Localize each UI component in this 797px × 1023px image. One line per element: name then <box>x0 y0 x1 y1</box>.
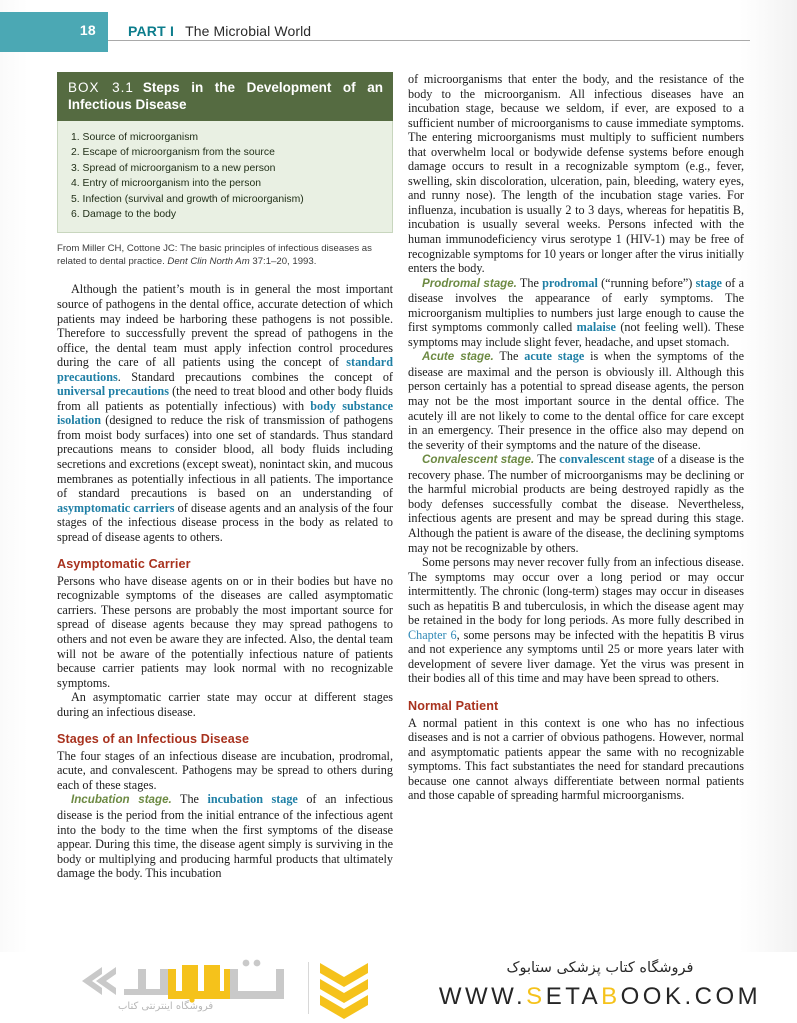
list-item: 6. Damage to the body <box>71 209 177 221</box>
list-item: 4. Entry of microorganism into the person <box>71 178 262 190</box>
list-item: 2. Escape of microorganism from the source <box>71 147 275 159</box>
text-run: , some persons may be infected with the hepatitis B virus and not experience any symptoms until 25 or more years later with development of severe liver damage. Yet the virus was present in their bodies all of this time and may have been spread to others. <box>408 627 744 686</box>
text-run: (“running before”) <box>597 275 696 290</box>
text-run: of disease agents and an analysis of the four stages of the infectious disease process in the body as related to spread of disease agents to others. <box>57 500 393 544</box>
url-part: ETA <box>545 983 602 1010</box>
term-acute-stage: acute stage <box>524 349 585 364</box>
setabook-logo-mark <box>68 959 298 1003</box>
paragraph <box>57 792 393 880</box>
term-asymptomatic-carriers: asymptomatic carriers <box>57 500 175 515</box>
section-heading-normal-patient: Normal Patient <box>408 698 499 713</box>
section-heading-asymptomatic-carrier: Asymptomatic Carrier <box>57 557 191 572</box>
right-column <box>408 72 744 803</box>
footer-watermark-banner <box>0 952 797 1023</box>
text-run: Some persons may never recover fully from an infectious disease. The symptoms may occur over a long period or may occur intermittently. The chronic (long-term) stages may occur in diseases such as hepatitis B and tuberculosis, in which the disease agent may be retained in the body for long periods. As more fully described in <box>408 555 744 628</box>
url-part: WWW. <box>438 983 527 1010</box>
url-highlight: S <box>526 983 546 1010</box>
paragraph: The four stages of an infectious disease are incubation, prodromal, acute, and convalescent. Pathogens may be spread to others during each of these stages. <box>57 748 393 792</box>
text-run: The <box>171 792 208 807</box>
text-run: . Standard precautions combines the concept of <box>117 369 393 384</box>
url-highlight: B <box>601 983 621 1010</box>
box-label: BOX 3.1 <box>68 80 134 95</box>
run-in-head-convalescent-stage: Convalescent stage. <box>422 453 535 467</box>
part-title: The Microbial World <box>185 23 312 39</box>
logo-divider <box>308 962 309 1014</box>
footer-tagline: فروشگاه کتاب پزشکی ستابوک <box>506 960 694 976</box>
term-malaise: malaise <box>576 320 616 335</box>
page-number-tab <box>0 12 108 52</box>
running-head <box>0 12 797 52</box>
footer-brand-text <box>430 957 770 1011</box>
paragraph: Persons who have disease agents on or in their bodies but have no recognizable symptoms of the diseases are called asymptomatic carriers. These persons are probably the most important source for spread of disease agents because they may spread pathogens to others and not even be aware they are infected. Also, the dental team will not be aware of the potentially infectious nature of patients because carrier patients may look normal with no recognizable symptoms. <box>57 573 393 690</box>
paragraph <box>408 276 744 350</box>
term-universal-precautions: universal precautions <box>57 384 169 399</box>
text-run: of an infectious disease is the period from the initial entrance of the infectious agent into the body to the time when the first symptoms of the disease appear. During this time, the disease agent simply is surviving in the body or multiplying and producing harmful products that ultimately damage the body. This incubation <box>57 792 393 881</box>
box-3-1 <box>57 72 393 233</box>
box-body <box>57 121 393 233</box>
paragraph: of microorganisms that enter the body, and the resistance of the body to the microorganism. All infectious diseases have an incubation stage, because we seldom, if ever, are exposed to a sufficient number of microorganisms to cause immediate symptoms. The entering microorganisms must multiply to sufficient numbers that overwhelm local or bodywide defense systems before enough damage occurs to result in a recognizable symptom (e.g., fever, swelling, skin discoloration, ulceration, pain, bleeding, watery eyes, and runny nose). The length of the incubation stage varies. For influenza, incubation is usually 2 to 3 days, whereas for hepatitis B, incubation is usually several weeks. Persons infected with the human immunodeficiency virus serotype 1 (HIV-1) may be free of recognizable symptoms for 10 years or longer after the virus initially enters the body. <box>408 72 744 276</box>
page-number: 18 <box>79 22 96 38</box>
setabook-logo <box>62 957 362 1021</box>
text-run: The <box>516 275 543 290</box>
box-step-list <box>71 130 382 222</box>
credit-journal: Dent Clin North Am <box>167 256 250 268</box>
credit-text-post: 37:1–20, 1993. <box>249 256 317 268</box>
running-head-text <box>128 23 311 39</box>
run-in-head-incubation-stage: Incubation stage. <box>71 793 172 807</box>
text-run: Although the patient’s mouth is in general the most important source of pathogens in the dental office, accurate detection of which patients may indeed be harboring these pathogens is not possible. Therefore to successfully prevent the spread of pathogens in the office, the dental team must apply infection control procedures during the care of all patients using the concept of <box>57 282 393 370</box>
part-label: PART I <box>128 23 175 39</box>
logo-subtitle: فروشگاه اینترنتی کتاب <box>118 1001 214 1012</box>
cross-reference-chapter-6[interactable]: Chapter 6 <box>408 627 457 642</box>
text-run: The <box>493 349 525 364</box>
url-part: OOK.COM <box>620 983 762 1010</box>
paragraph <box>408 555 744 686</box>
paragraph <box>57 282 393 544</box>
running-head-rule <box>108 40 750 41</box>
footer-website-url[interactable] <box>430 983 770 1011</box>
paragraph <box>408 452 744 555</box>
term-convalescent-stage: convalescent stage <box>559 452 655 467</box>
text-run: of a disease involves the appearance of early symptoms. The microorganism multiplies to numbers just large enough to cause the first symptoms commonly called <box>408 275 744 335</box>
left-column <box>57 72 393 881</box>
box-title: Steps in the Development of an Infectious Disease <box>68 80 384 112</box>
text-run: The <box>534 452 560 467</box>
list-item: 3. Spread of microorganism to a new person <box>71 162 276 174</box>
text-run: (designed to reduce the risk of transmission of pathogens from moist body surfaces) into one set of standards. Thus standard precautions means to consider blood, all body fluids including secretions and excretions (except sweat), nonintact skin, and mucous membranes as potentially infectious in all patients. The importance of standard precautions is based on an understanding of <box>57 413 393 501</box>
box-header <box>57 72 393 121</box>
text-run: of a disease is the recovery phase. The number of microorganisms may be declining or the harmful microbial products are being destroyed rapidly as the body defenses successfully combat the disease. Nevertheless, infectious agents are present and may be spread during this stage. Although the patient is aware of the disease, the declining symptoms may not be recognizable by others. <box>408 452 744 555</box>
text-run: (the need to treat blood and other body fluids from all patients as potentially infectious) with <box>57 384 393 413</box>
list-item: 5. Infection (survival and growth of microorganism) <box>71 193 304 205</box>
run-in-head-acute-stage: Acute stage. <box>422 350 494 364</box>
box-source-credit <box>57 242 393 268</box>
text-run: (not feeling well). These symptoms may include slight fever, headache, and upset stomach. <box>408 320 744 349</box>
term-prodromal: prodromal <box>542 275 598 290</box>
credit-text-pre: From Miller CH, Cottone JC: The basic principles of infectious diseases as related to dental practice. <box>57 243 372 268</box>
text-run: is when the symptoms of the disease are maximal and the person is obviously ill. Although this person certainly has a potential to spread disease agents, the person may not be the most important source in the dental office. The acutely ill are not likely to come to the dental office for care except in an emergency. Their presence in the office also may depend on the severity of their symptoms and the nature of the disease. <box>408 349 744 452</box>
term-standard-precautions: standard precautions <box>57 355 393 384</box>
term-body-substance-isolation: body substance isolation <box>57 398 393 428</box>
run-in-head-prodromal-stage: Prodromal stage. <box>422 276 517 290</box>
paragraph <box>408 349 744 452</box>
section-heading-stages-of-an-infectious-disease: Stages of an Infectious Disease <box>57 732 250 747</box>
term-incubation-stage: incubation stage <box>207 792 298 807</box>
paragraph: A normal patient in this context is one who has no infectious diseases and is not a carrier of obvious pathogens. However, normal and asymptomatic patients appear the same with no recognizable symptoms. This fact substantiates the need for standard precautions because one cannot always differentiate between normal patients and those capable of spreading harmful microorganisms. <box>408 715 744 803</box>
term-stage: stage <box>695 275 722 290</box>
paragraph: An asymptomatic carrier state may occur at different stages during an infectious disease. <box>57 690 393 719</box>
chevron-stack-icon <box>318 961 370 1019</box>
list-item: 1. Source of microorganism <box>71 132 199 143</box>
